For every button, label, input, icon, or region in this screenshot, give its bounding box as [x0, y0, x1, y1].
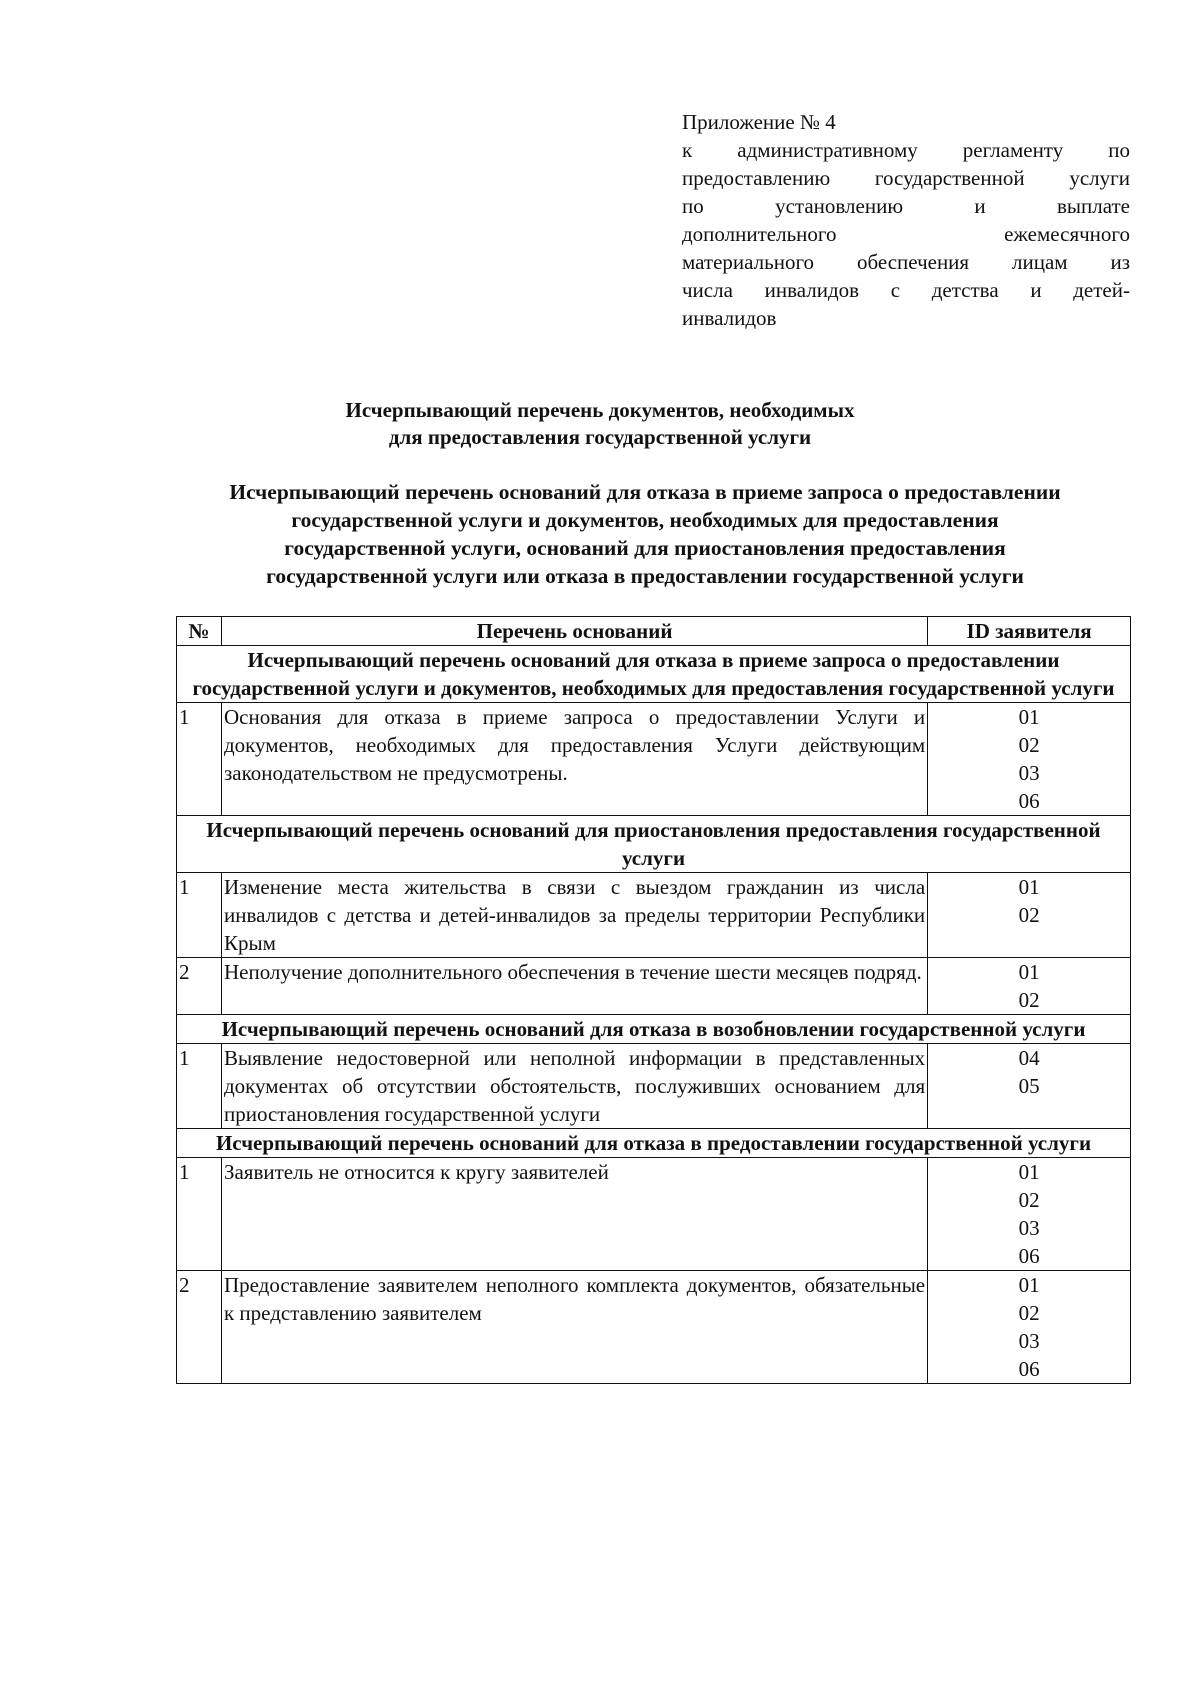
section-title: Исчерпывающий перечень оснований для отказа в приеме запроса о предоставлении государственной услуги и документов, необходимых для предоставления государственной услуги	[177, 646, 1131, 703]
applicant-id: 04	[1018, 1046, 1040, 1070]
section-row	[177, 1015, 1131, 1044]
row-text: Изменение места жительства в связи с выездом гражданин из числа инвалидов с детства и детей-инвалидов за пределы территории Республики Крым	[221, 873, 927, 958]
applicant-id: 05	[1018, 1074, 1040, 1098]
row-number: 1	[177, 1044, 222, 1129]
title-line: государственной услуги и документов, необходимых для предоставления	[291, 508, 999, 532]
applicant-id: 01	[1018, 960, 1040, 984]
appendix-note	[682, 108, 1130, 332]
applicant-id: 03	[1018, 1216, 1040, 1240]
appendix-line: к административному регламенту по	[682, 138, 1130, 162]
header-applicant-id: ID заявителя	[928, 617, 1131, 646]
section-title: Исчерпывающий перечень оснований для отказа в предоставлении государственной услуги	[177, 1129, 1131, 1158]
applicant-id: 02	[1018, 903, 1040, 927]
section-title: Исчерпывающий перечень оснований для приостановления предоставления государственной услуги	[177, 816, 1131, 873]
row-ids	[928, 1158, 1131, 1271]
table-header-row	[177, 617, 1131, 646]
table-row	[177, 703, 1131, 816]
applicant-id: 03	[1018, 761, 1040, 785]
title-line: для предоставления государственной услуги	[388, 425, 812, 449]
grounds-list-title	[150, 478, 1140, 590]
header-number: №	[177, 617, 222, 646]
applicant-id: 06	[1018, 1244, 1040, 1268]
row-number: 1	[177, 873, 222, 958]
table-row	[177, 1158, 1131, 1271]
grounds-table	[176, 616, 1131, 1384]
header-grounds: Перечень оснований	[221, 617, 927, 646]
row-ids	[928, 958, 1131, 1015]
section-row	[177, 1129, 1131, 1158]
applicant-id: 02	[1018, 733, 1040, 757]
appendix-line: числа инвалидов с детства и детей-	[682, 278, 1130, 302]
table-row	[177, 873, 1131, 958]
applicant-id: 01	[1018, 875, 1040, 899]
applicant-id: 03	[1018, 1329, 1040, 1353]
appendix-line: по установлению и выплате	[682, 194, 1130, 218]
applicant-id: 01	[1018, 1273, 1040, 1297]
row-ids	[928, 703, 1131, 816]
table-row	[177, 958, 1131, 1015]
table-row	[177, 1044, 1131, 1129]
row-number: 2	[177, 1271, 222, 1384]
documents-list-title	[0, 397, 1200, 451]
title-line: Исчерпывающий перечень оснований для отказа в приеме запроса о предоставлении	[229, 480, 1061, 504]
section-row	[177, 816, 1131, 873]
appendix-line: предоставлению государственной услуги	[682, 166, 1130, 190]
applicant-id: 02	[1018, 1188, 1040, 1212]
row-ids	[928, 1044, 1131, 1129]
applicant-id: 02	[1018, 1301, 1040, 1325]
row-text: Основания для отказа в приеме запроса о предоставлении Услуги и документов, необходимых для предоставления Услуги действующим законодательством не предусмотрены.	[221, 703, 927, 816]
section-row	[177, 646, 1131, 703]
applicant-id: 01	[1018, 705, 1040, 729]
row-number: 1	[177, 1158, 222, 1271]
title-line: Исчерпывающий перечень документов, необходимых	[345, 398, 855, 422]
row-text: Предоставление заявителем неполного комплекта документов, обязательные к представлению заявителем	[221, 1271, 927, 1384]
appendix-line: материального обеспечения лицам из	[682, 250, 1130, 274]
title-line: государственной услуги или отказа в предоставлении государственной услуги	[266, 564, 1024, 588]
section-title: Исчерпывающий перечень оснований для отказа в возобновлении государственной услуги	[177, 1015, 1131, 1044]
row-number: 2	[177, 958, 222, 1015]
row-text: Выявление недостоверной или неполной информации в представленных документах об отсутствии обстоятельств, послуживших основанием для приостановления государственной услуги	[221, 1044, 927, 1129]
row-text: Неполучение дополнительного обеспечения в течение шести месяцев подряд.	[221, 958, 927, 1015]
applicant-id: 06	[1018, 789, 1040, 813]
row-text: Заявитель не относится к кругу заявителей	[221, 1158, 927, 1271]
applicant-id: 06	[1018, 1357, 1040, 1381]
table-row	[177, 1271, 1131, 1384]
appendix-line: инвалидов	[682, 306, 777, 330]
applicant-id: 02	[1018, 988, 1040, 1012]
row-ids	[928, 873, 1131, 958]
applicant-id: 01	[1018, 1160, 1040, 1184]
appendix-line: Приложение № 4	[682, 110, 836, 134]
row-number: 1	[177, 703, 222, 816]
row-ids	[928, 1271, 1131, 1384]
title-line: государственной услуги, оснований для приостановления предоставления	[284, 536, 1006, 560]
appendix-line: дополнительного ежемесячного	[682, 222, 1130, 246]
